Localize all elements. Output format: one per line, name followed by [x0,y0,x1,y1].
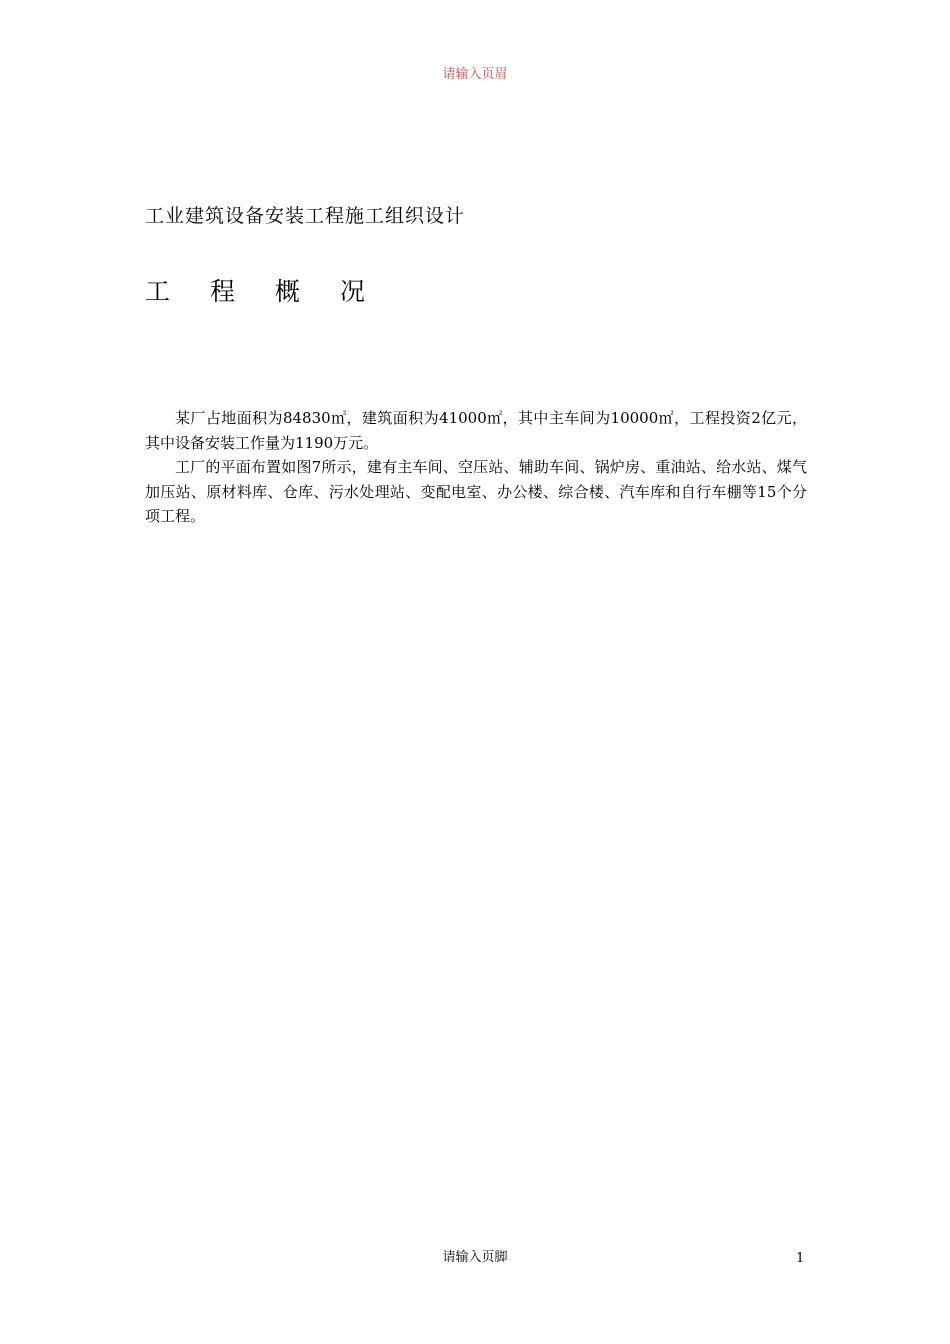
paragraph: 某厂占地面积为84830㎡，建筑面积为41000㎡，其中主车间为10000㎡，工程投资2亿元，其中设备安装工作量为1190万元。 [145,409,807,452]
page-footer: 请输入页脚 [442,1250,508,1265]
body-text [145,406,807,529]
section-heading: 工 程 概 况 [145,277,381,306]
page-header: 请输入页眉 [442,67,508,82]
page-number: 1 [796,1251,805,1266]
document-title: 工业建筑设备安装工程施工组织设计 [145,205,466,227]
paragraph: 工厂的平面布置如图7所示，建有主车间、空压站、辅助车间、锅炉房、重油站、给水站、煤气加压站、原材料库、仓库、污水处理站、变配电室、办公楼、综合楼、汽车库和自行车棚等15个分项工程。 [145,458,807,525]
